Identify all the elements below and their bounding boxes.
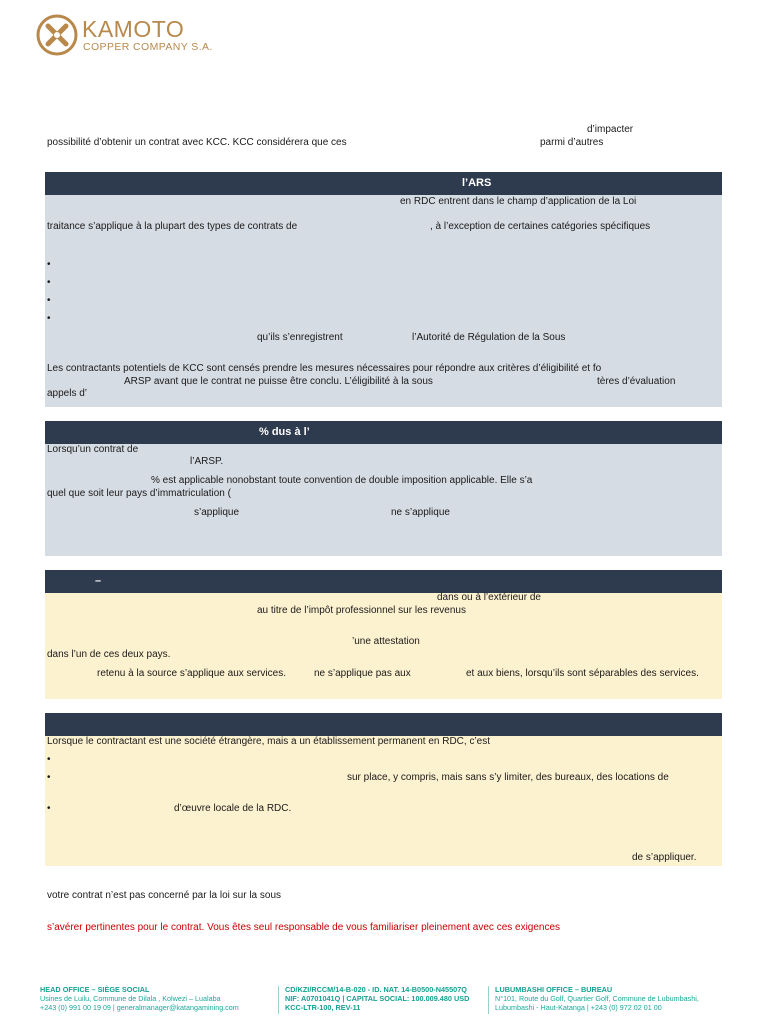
section-2-header bbox=[45, 421, 722, 444]
footer-head-office-title: HEAD OFFICE – SIÈGE SOCIAL bbox=[40, 985, 150, 994]
company-logo bbox=[36, 14, 236, 58]
footer-registration-line-1: CD/KZI/RCCM/14-B-020 - ID. NAT. 14-B0500-N45507Q bbox=[285, 985, 467, 994]
s4-bullet-2-text: sur place, y compris, mais sans s’y limiter, des bureaux, des locations de bbox=[347, 772, 669, 783]
footer-head-office-address: Usines de Luilu, Commune de Dilala , Kolwezi – Lualaba bbox=[40, 994, 221, 1003]
section-4-body bbox=[45, 736, 722, 866]
footer-registration-line-3: KCC-LTR-100, REV-11 bbox=[285, 1003, 361, 1012]
section-2-title: % dus à l’ bbox=[259, 426, 310, 438]
s2-line-1: Lorsqu’un contrat de bbox=[47, 444, 139, 455]
s2-line-3: % est applicable nonobstant toute convention de double imposition applicable. Elle s’a bbox=[151, 475, 533, 486]
footer-lubumbashi-office bbox=[495, 985, 699, 1012]
s1-line-5b: tères d’évaluation bbox=[597, 376, 676, 387]
s2-line-5a: s’applique bbox=[194, 507, 240, 518]
footer-divider-2 bbox=[488, 986, 489, 1014]
s1-line-3b: l’Autorité de Régulation de la Sous bbox=[412, 332, 566, 343]
s3-line-5b: ne s’applique pas aux bbox=[314, 668, 411, 679]
s1-line-5a: ARSP avant que le contrat ne puisse être conclu. L’éligibilité à la sous bbox=[124, 376, 433, 387]
footer-head-office-contact[interactable]: +243 (0) 991 00 19 09 | generalmanager@katangamining.com bbox=[40, 1003, 239, 1012]
s3-line-4: dans l’un de ces deux pays. bbox=[47, 649, 171, 660]
s2-line-5b: ne s’applique bbox=[391, 507, 450, 518]
s1-line-2a: traitance s’applique à la plupart des types de contrats de bbox=[47, 221, 298, 232]
s4-line-1: Lorsque le contractant est une société étrangère, mais a un établissement permanent en RDC, c’est bbox=[47, 736, 491, 747]
s3-line-5a: retenu à la source s’applique aux services. bbox=[97, 668, 286, 679]
section-1-header bbox=[45, 172, 722, 195]
footer-lubumbashi-contact: Lubumbashi - Haut-Katanga | +243 (0) 972 02 01 00 bbox=[495, 1003, 662, 1012]
s1-line-4: Les contractants potentiels de KCC sont censés prendre les mesures nécessaires pour répondre aux critères d’éligibilité et fo bbox=[47, 363, 602, 374]
footer-head-office bbox=[40, 985, 239, 1012]
section-2-body bbox=[45, 444, 722, 556]
footer-lubumbashi-address: N°101, Route du Golf, Quartier Golf, Commune de Lubumbashi, bbox=[495, 994, 699, 1003]
s3-line-1: dans ou à l’extérieur de bbox=[437, 592, 541, 603]
footer-divider-1 bbox=[278, 986, 279, 1014]
crossed-tools-icon bbox=[36, 14, 78, 56]
section-3-title: – bbox=[95, 575, 102, 587]
brand-name: KAMOTO bbox=[82, 16, 185, 42]
s4-bullet-3: • bbox=[47, 803, 51, 814]
s1-line-2b: , à l’exception de certaines catégories spécifiques bbox=[430, 221, 651, 232]
intro-line-2b: parmi d’autres bbox=[540, 137, 604, 148]
section-4-header bbox=[45, 713, 722, 736]
s2-line-4: quel que soit leur pays d’immatriculation ( bbox=[47, 488, 231, 499]
brand-subtitle: COPPER COMPANY S.A. bbox=[83, 41, 213, 53]
footer-registration-line-2: NIF: A0701041Q | CAPITAL SOCIAL: 100.009.480 USD bbox=[285, 994, 470, 1003]
footer-lubumbashi-title: LUBUMBASHI OFFICE – BUREAU bbox=[495, 985, 613, 994]
closing-line-1: votre contrat n’est pas concerné par la loi sur la sous bbox=[47, 890, 282, 901]
s1-bullet-2: • bbox=[47, 277, 51, 288]
closing-warning: s’avérer pertinentes pour le contrat. Vous êtes seul responsable de vous familiariser pleinement avec ces exigences bbox=[47, 922, 561, 933]
section-1-title: l’ARS bbox=[462, 177, 492, 189]
s1-line-3a: qu’ils s’enregistrent bbox=[257, 332, 343, 343]
s4-bullet-1: • bbox=[47, 754, 51, 765]
s1-bullet-4: • bbox=[47, 313, 51, 324]
s3-line-2: au titre de l’impôt professionnel sur les revenus bbox=[257, 605, 466, 616]
s3-line-3: ’une attestation bbox=[352, 636, 420, 647]
s1-line-1: en RDC entrent dans le champ d’application de la Loi bbox=[400, 196, 637, 207]
s4-line-end: de s’appliquer. bbox=[632, 852, 697, 863]
s3-line-5c: et aux biens, lorsqu’ils sont séparables des services. bbox=[466, 668, 699, 679]
s1-line-6: appels d’ bbox=[47, 388, 88, 399]
s4-bullet-3-text: d’œuvre locale de la RDC. bbox=[174, 803, 292, 814]
intro-line-1: d’impacter bbox=[587, 124, 634, 135]
s2-line-2: l’ARSP. bbox=[190, 456, 224, 467]
footer-registration bbox=[285, 985, 469, 1012]
s1-bullet-1: • bbox=[47, 259, 51, 270]
s4-bullet-2: • bbox=[47, 772, 51, 783]
s1-bullet-3: • bbox=[47, 295, 51, 306]
intro-line-2a: possibilité d’obtenir un contrat avec KCC. KCC considérera que ces bbox=[47, 137, 347, 148]
section-3-header bbox=[45, 570, 722, 593]
